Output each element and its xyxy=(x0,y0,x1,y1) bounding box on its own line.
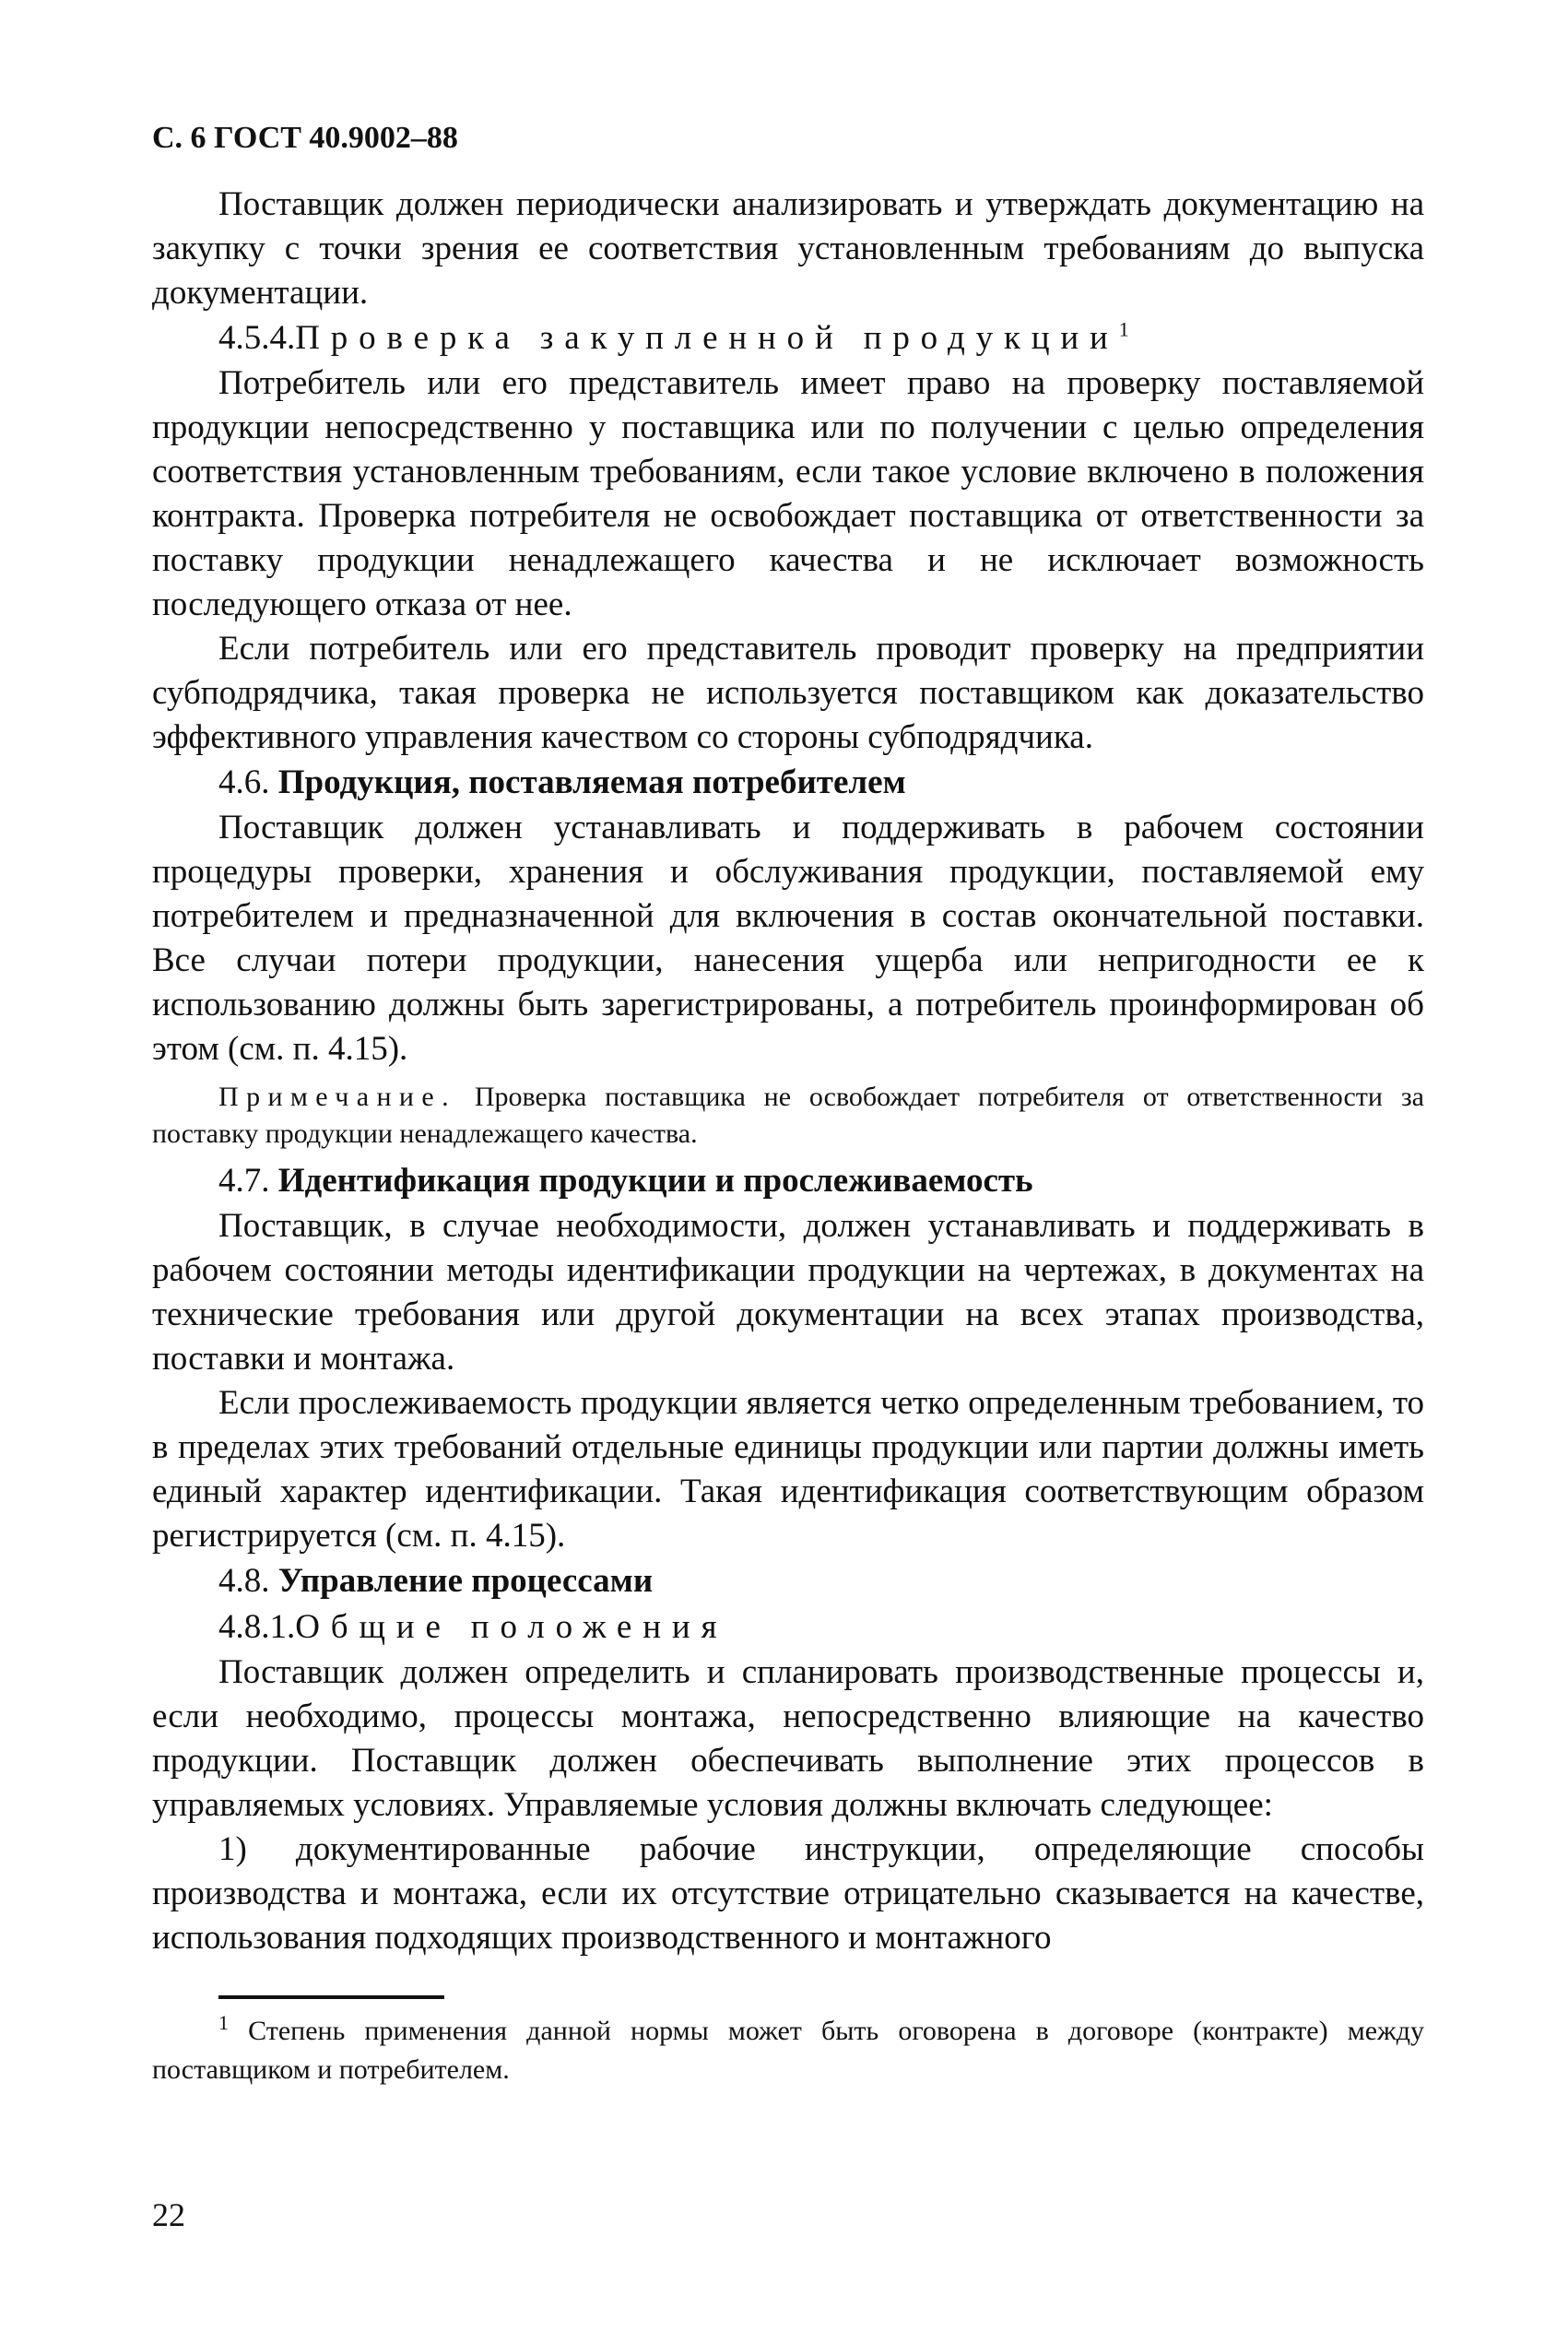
section-title: Идентификация продукции и прослеживаемость xyxy=(277,1162,1033,1200)
section-4-7-heading xyxy=(152,1158,1424,1204)
paragraph: Поставщик должен определить и спланировать производственные процессы и, если необходимо, процессы монтажа, непосредственно влияющие на качество продукции. Поставщик должен обеспечивать выполнение этих процессов в управляемых условиях. Управляемые условия должны включать следующее: xyxy=(152,1653,1424,1824)
section-number: 4.7. xyxy=(218,1162,270,1200)
section-number: 4.5.4. xyxy=(218,319,296,357)
footnote-divider xyxy=(218,1995,444,1999)
section-4-8-heading xyxy=(152,1558,1424,1604)
paragraph: Поставщик, в случае необходимости, должен устанавливать и поддерживать в рабочем состоянии методы идентификации продукции на чертежах, в документах на технические требования или другой документации на всех этапах производства, поставки и монтажа. xyxy=(152,1207,1424,1378)
paragraph: Поставщик должен периодически анализировать и утверждать документацию на закупку с точки зрения ее соответствия установленным требованиям до выпуска документации. xyxy=(152,185,1424,312)
section-title: Общие положения xyxy=(295,1608,728,1646)
footnote-mark: 1 xyxy=(218,2011,229,2034)
section-number: 4.6. xyxy=(218,763,270,801)
paragraph: Если потребитель или его представитель проводит проверку на предприятии субподрядчика, такая проверка не используется поставщиком как доказательство эффективного управления качеством со стороны субподрядчика. xyxy=(152,630,1424,756)
section-title: Продукция, поставляемая потребителем xyxy=(277,763,906,801)
page-number: 22 xyxy=(152,2196,185,2233)
paragraph: Потребитель или его представитель имеет право на проверку поставляемой продукции непосредственно у поставщика или по получении с целью определения соответствия установленным требованиям, если такое условие включено в положения контракта. Проверка потребителя не освобождает поставщика от ответственности за поставку продукции ненадлежащего качества и не исключает возможность последующего отказа от нее. xyxy=(152,364,1424,623)
section-number: 4.8. xyxy=(218,1562,270,1600)
note-text: Проверка поставщика не освобождает потребителя от ответственности за поставку продукции ненадлежащего качества. xyxy=(152,1082,1424,1149)
section-4-8-1-heading xyxy=(152,1604,1424,1651)
footnote-reference: 1 xyxy=(1118,317,1129,341)
page-header: С. 6 ГОСТ 40.9002–88 xyxy=(152,121,458,155)
section-title: Проверка закупленной продукции xyxy=(295,319,1119,357)
section-4-6-heading xyxy=(152,760,1424,806)
footnote-text: Степень применения данной нормы может быть оговорена в договоре (контракте) между поставщиком и потребителем. xyxy=(152,2016,1425,2085)
paragraph: Если прослеживаемость продукции является четко определенным требованием, то в пределах этих требований отдельные единицы продукции или партии должны иметь единый характер идентификации. Такая идентификация соответствующим образом регистрируется (см. п. 4.15). xyxy=(152,1384,1424,1555)
footnote xyxy=(152,2012,1424,2089)
note xyxy=(152,1079,1424,1153)
section-number: 4.8.1. xyxy=(218,1608,296,1646)
paragraph: Поставщик должен устанавливать и поддерживать в рабочем состоянии процедуры проверки, хранения и обслуживания продукции, поставляемой ему потребителем и предназначенной для включения в состав окончательной поставки. Все случаи потери продукции, нанесения ущерба или непригодности ее к использованию должны быть зарегистрированы, а потребитель проинформирован об этом (см. п. 4.15). xyxy=(152,809,1424,1068)
document-page xyxy=(152,120,1424,2089)
section-title: Управление процессами xyxy=(277,1562,654,1600)
note-label: Примечание. xyxy=(218,1082,457,1112)
list-item: 1) документированные рабочие инструкции, определяющие способы производства и монтажа, если их отсутствие отрицательно сказывается на качестве, использования подходящих производственного и монтажного xyxy=(152,1830,1424,1957)
section-4-5-4-heading xyxy=(152,315,1424,361)
